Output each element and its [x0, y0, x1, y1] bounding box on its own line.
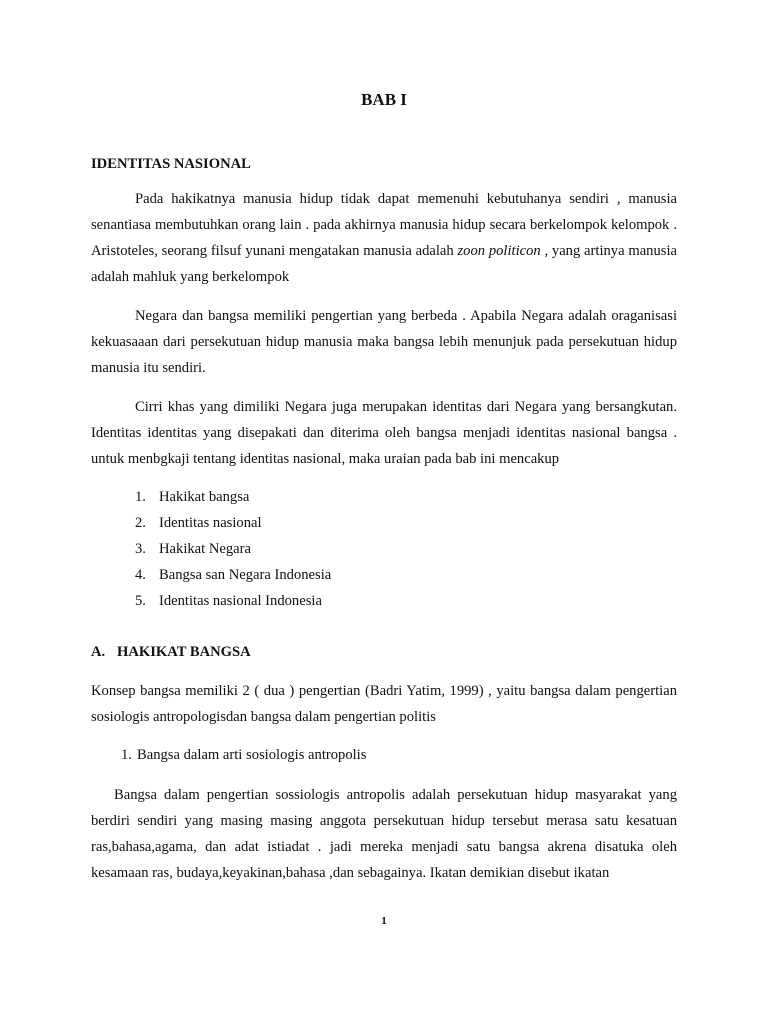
outline-item-number: 4.	[135, 567, 146, 583]
outline-list	[135, 484, 675, 614]
paragraph-3: Cirri khas yang dimiliki Negara juga merupakan identitas dari Negara yang bersangkutan. Identitas identitas yang disepakati dan diterima oleh bangsa menjadi identitas nasional bangsa . untuk menbgkaji tentang identitas nasional, maka uraian pada bab ini mencakup	[91, 399, 677, 467]
outline-item	[135, 510, 675, 536]
paragraph-1-text-end: , yang artinya manusia adalah mahluk yang berkelompok	[91, 243, 677, 285]
outline-item-number: 5.	[135, 593, 146, 609]
sub-item-number: 1.	[121, 747, 132, 763]
outline-item	[135, 536, 675, 562]
subsection-title: HAKIKAT BANGSA	[117, 644, 251, 660]
paragraph-2: Negara dan bangsa memiliki pengertian yang berbeda . Apabila Negara adalah oraganisasi kekuasaaan dari persekutuan hidup manusia maka bangsa lebih menunjuk pada persekutuan hidup manusia itu sendiri.	[91, 308, 677, 376]
outline-item-label: Identitas nasional Indonesia	[159, 593, 322, 609]
section-title: IDENTITAS NASIONAL	[91, 156, 251, 172]
paragraph-1-italic-term: zoon politicon	[457, 243, 541, 259]
subsection-letter: A.	[91, 644, 106, 660]
outline-item-number: 1.	[135, 489, 146, 505]
chapter-title: BAB I	[361, 90, 407, 109]
sub-item	[121, 742, 366, 768]
outline-item-label: Hakikat bangsa	[159, 489, 250, 505]
paragraph-1	[91, 186, 677, 290]
paragraph-1-text: Pada hakikatnya manusia hidup tidak dapat memenuhi kebutuhanya sendiri , manusia senantiasa membutuhkan orang lain . pada akhirnya manusia hidup secara berkelompok kelompok . Aristoteles, seorang filsuf yunani mengatakan manusia adalah	[91, 191, 677, 259]
page-number: 1	[381, 915, 387, 927]
outline-item-number: 3.	[135, 541, 146, 557]
outline-item	[135, 562, 675, 588]
paragraph-4: Konsep bangsa memiliki 2 ( dua ) pengertian (Badri Yatim, 1999) , yaitu bangsa dalam pengertian sosiologis antropologisdan bangsa dalam pengertian politis	[91, 683, 677, 725]
outline-item-label: Identitas nasional	[159, 515, 262, 531]
outline-item-label: Bangsa san Negara Indonesia	[159, 567, 332, 583]
outline-item	[135, 484, 675, 510]
outline-item-number: 2.	[135, 515, 146, 531]
sub-item-label: Bangsa dalam arti sosiologis antropolis	[137, 747, 367, 763]
outline-item-label: Hakikat Negara	[159, 541, 251, 557]
paragraph-5: Bangsa dalam pengertian sossiologis antropolis adalah persekutuan hidup masyarakat yang berdiri sendiri yang masing masing anggota persekutuan hidup tersebut merasa satu kesatuan ras,bahasa,agama, dan adat istiadat . jadi mereka menjadi satu bangsa akrena disatuka oleh kesamaan ras, budaya,keyakinan,bahasa ,dan sebagainya. Ikatan demikian disebut ikatan	[91, 787, 677, 881]
subsection-heading	[91, 644, 251, 661]
outline-item	[135, 588, 675, 614]
